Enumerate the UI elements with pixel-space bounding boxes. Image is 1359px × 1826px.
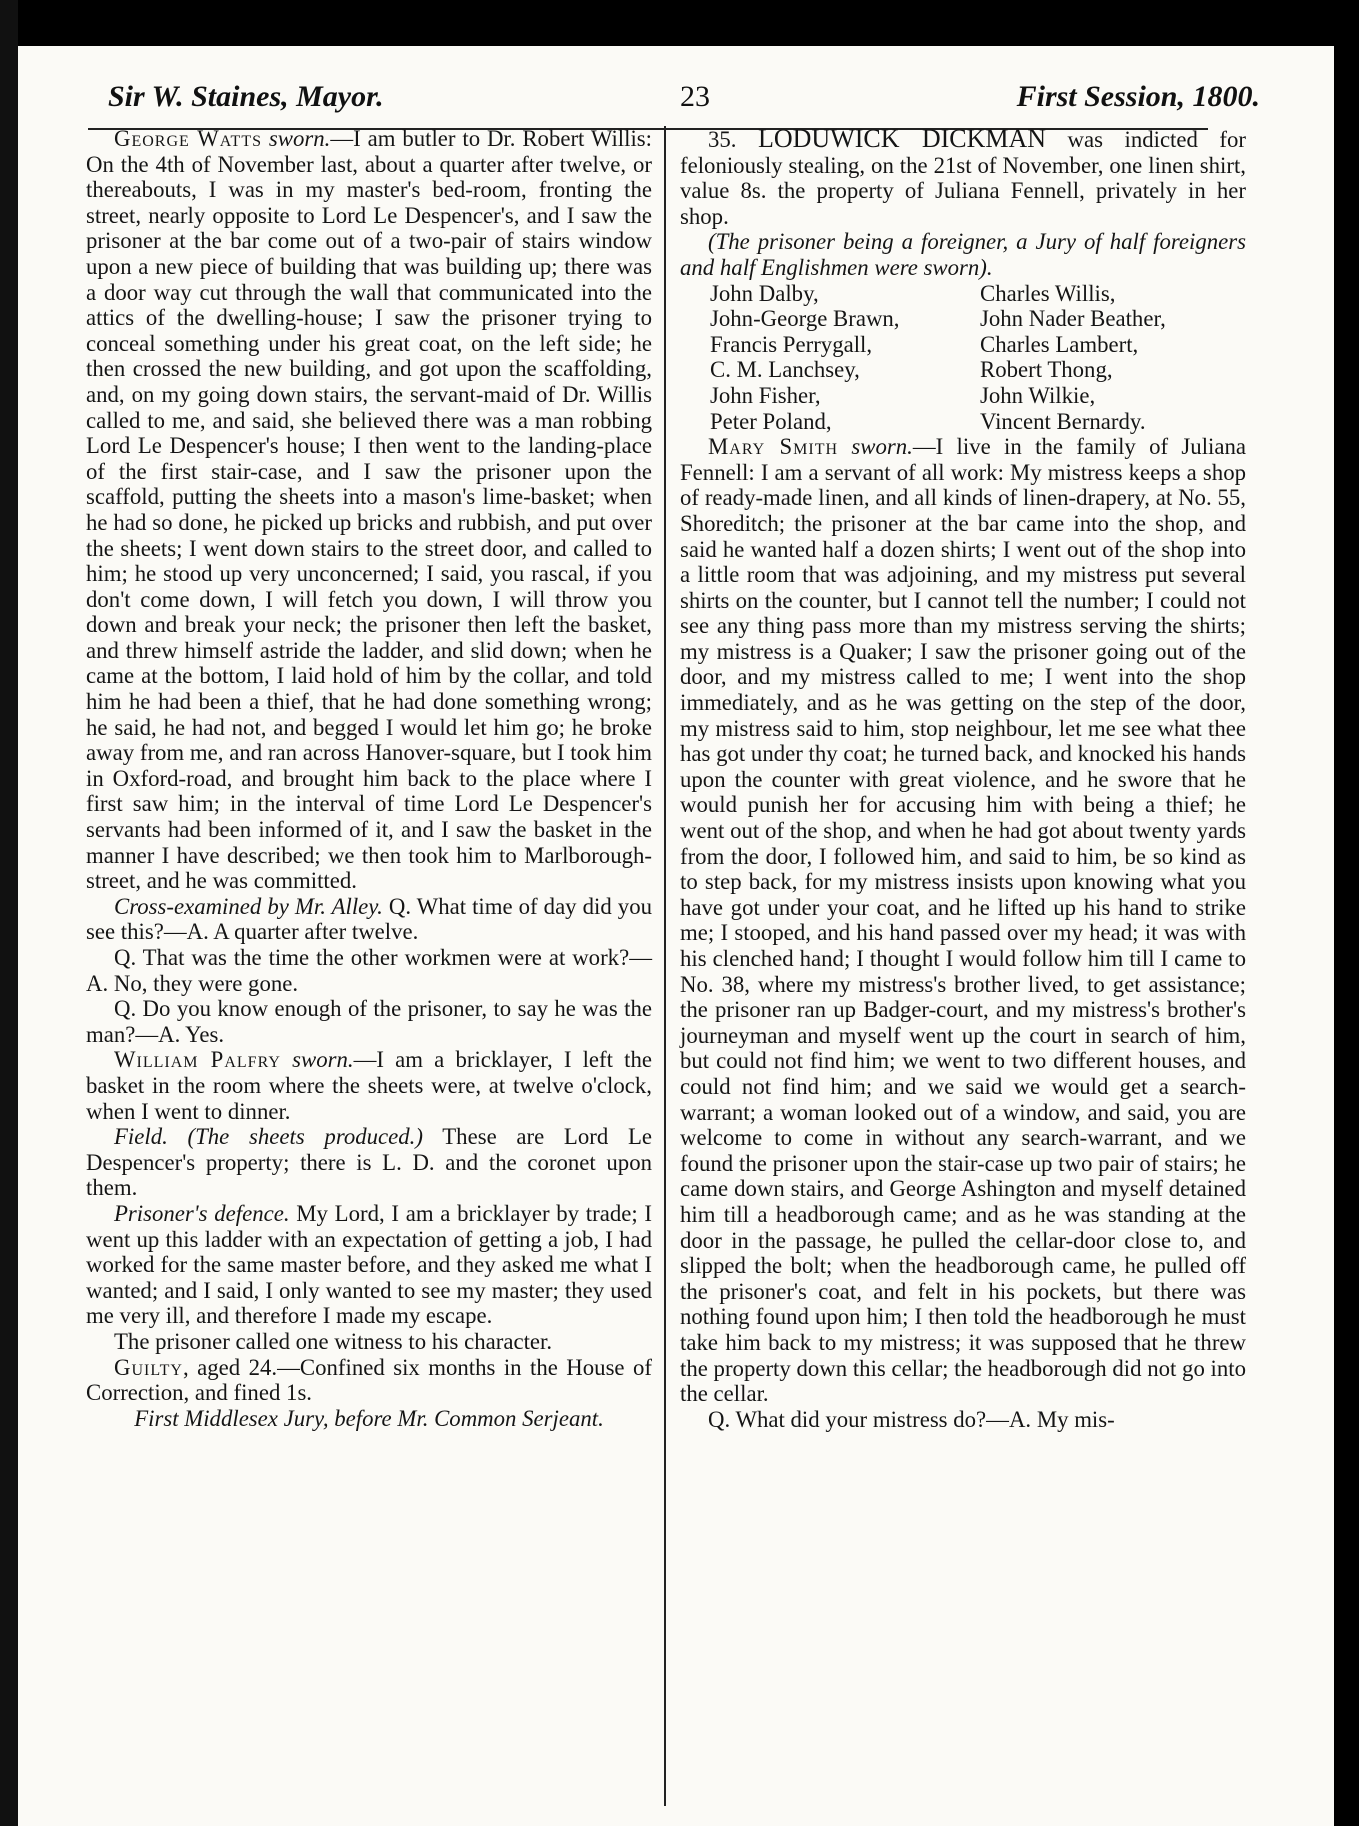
scan-border-left [0,0,18,1826]
prisoner-defence [86,1201,652,1329]
juror-name: John-George Brawn, [710,306,900,332]
cross-exam-label: Cross-examined by Mr. Alley. [114,893,383,919]
sworn-label: sworn. [292,1047,354,1073]
defendant-name: LODUWICK DICKMAN [758,124,1047,153]
juror-name: Charles Willis, [980,280,1116,306]
juror-name: Vincent Bernardy. [980,408,1146,434]
juror-name: John Wilkie, [980,382,1096,408]
cross-exam-text: Q. What time of day did you see this?—A. A quarter after twelve. [86,893,652,945]
defence-text: My Lord, I am a bricklayer by trade; I went up this ladder with an expectation of getting a job, I had worked for the same master before, and they asked me what I wanted; and I said, I only wanted to see my master; they used me very ill, and therefore I made my escape. [86,1200,652,1329]
sworn-label: sworn. [851,434,913,460]
cross-examination [86,894,652,945]
testimony-text: —I am butler to Dr. Robert Willis: On the 4th of November last, about a quarter after twelve, or thereabouts, I was in my master's bed-room, fronting the street, nearly opposite to Lord Le Despencer's, and I saw the prisoner at the bar come out of a two-pair of stairs window upon a new piece of building that was building up; there was a door way cut through the wall that communicated into the attics of the dwelling-house; I saw the prisoner trying to conceal something under his great coat, on the left side; he then crossed the new building, and got upon the scaffolding, and, on my going down stairs, the servant-maid of Dr. Willis called to me, and said, she believed there was a man robbing Lord Le Despencer's house; I then went to the landing-place of the first stair-case, and I saw the prisoner upon the scaffold, putting the sheets into a mason's lime-basket; when he had so done, he picked up bricks and rubbish, and put over the sheets; I went down stairs to the street door, and called to him; he stood up very unconcerned; I said, you rascal, if you don't come down, I will fetch you down, I will throw you down and break your neck; the prisoner then left the basket, and threw himself astride the ladder, and slid down; when he came at the bottom, I laid hold of him by the collar, and told him he had been a thief, that he had done something wrong; he said, he had not, and begged I would let him go; he broke away from me, and ran across Hanover-square, but I took him in Oxford-road, and brought him back to the place where I first saw him; in the interval of time Lord Le Despencer's servants had been informed of it, and I saw the basket in the manner I have described; we then took him to Marlborough-street, and he was committed. [86,126,652,894]
witness-name: George Watts [114,126,262,151]
juror-list [680,281,1246,435]
juror-name: John Nader Beather, [980,306,1166,332]
juror-name: John Dalby, [710,280,819,306]
testimony-george-watts [86,126,652,894]
sworn-label: sworn. [268,126,331,151]
case-number: 35. [708,127,737,152]
column-divider [664,126,666,1806]
running-header [80,72,1270,122]
question-answer: Q. What did your mistress do?—A. My mis- [708,1406,1115,1432]
juror-name: C. M. Lanchsey, [710,357,860,383]
header-session: First Session, 1800. [1016,80,1260,113]
indictment-text: was indicted for feloniously stealing, on the 21st of November, one linen shirt, value 8s. the property of Juliana Fennell, privately in her shop. [680,127,1246,229]
juror-name: Robert Thong, [980,357,1113,383]
juror-name: John Fisher, [710,382,821,408]
jury-note: First Middlesex Jury, before Mr. Common Serjeant. [134,1405,604,1431]
juror-name: Peter Poland, [710,408,832,434]
witness-name: William Palfry [114,1047,281,1073]
header-mayor: Sir W. Staines, Mayor. [108,80,384,113]
jury-note: (The prisoner being a foreigner, a Jury of half foreigners and half Englishmen were sworn). [680,229,1246,280]
question-answer: Q. Do you know enough of the prisoner, to say he was the man?—A. Yes. [86,996,652,1047]
case-heading [680,126,1246,229]
testimony-mary-smith [680,434,1246,1407]
testimony-text: —I am a bricklayer, I left the basket in the room where the sheets were, at twelve o'clock, when I went to dinner. [86,1047,653,1124]
left-column [86,126,652,1431]
document-page [18,46,1334,1826]
defence-label: Prisoner's defence. [114,1200,290,1226]
field-text: These are Lord Le Despencer's property; there is L. D. and the coronet upon them. [86,1124,652,1201]
verdict-label: Guilty [114,1354,183,1380]
character-witness-note: The prisoner called one witness to his character. [114,1328,553,1354]
field-label: Field. (The sheets produced.) [114,1124,423,1150]
page-number: 23 [680,80,710,113]
testimony-william-palfry [86,1047,652,1124]
testimony-field [86,1124,652,1201]
sentence-text: , aged 24.—Confined six months in the House of Correction, and fined 1s. [86,1354,652,1406]
juror-name: Charles Lambert, [980,331,1139,357]
question-answer: Q. That was the time the other workmen were at work?—A. No, they were gone. [86,945,652,996]
right-column [680,126,1246,1432]
verdict [86,1355,652,1406]
testimony-text: —I live in the family of Juliana Fennell: I am a servant of all work: My mistress keeps a shop of ready-made linen, and all kinds of linen-drapery, at No. 55, Shoreditch; the prisoner at the bar came into the shop, and said he wanted half a dozen shirts; I went out of the shop into a little room that was adjoining, and my mistress put several shirts on the counter, but I cannot tell the number; I could not see any thing pass more than my mistress serving the shirts; my mistress is a Quaker; I saw the prisoner going out of the door, and my mistress called to me; I went into the shop immediately, and as he was getting on the step of the door, my mistress said to him, stop neighbour, let me see what thee has got under thy coat; he turned back, and knocked his hands upon the counter with great violence, and he swore that he would punish her for accusing him with being a thief; he went out of the shop, and when he had got about twenty yards from the door, I followed him, and said to him, be so kind as to step back, for my mistress insists upon knowing what you have got under your coat, and he lifted up his hand to strike me; I stooped, and his hand passed over my head; it was with his clenched hand; I thought I would follow him till I came to No. 38, where my mistress's brother lived, to get assistance; the prisoner ran up Badger-court, and my mistress's brother's journeyman and myself went up the court in search of him, but could not find him; we went to two different houses, and could not find him; and we said we would get a search-warrant; a woman looked out of a window, and said, you are welcome to come in without any search-warrant, and we found the prisoner upon the stair-case up two pair of stairs; he came down stairs, and George Ashington and myself detained him till a headborough came; and as he was standing at the door in the passage, he pulled the cellar-door close to, and slipped the bolt; when the headborough came, he pulled off the prisoner's coat, and felt in his pockets, but there was nothing found upon him; I then told the headborough he must take him back to my mistress; it was supposed that he threw the property down this cellar; the headborough did not go into the cellar. [680,434,1247,1407]
juror-name: Francis Perrygall, [710,331,873,357]
witness-name: Mary Smith [708,434,839,460]
